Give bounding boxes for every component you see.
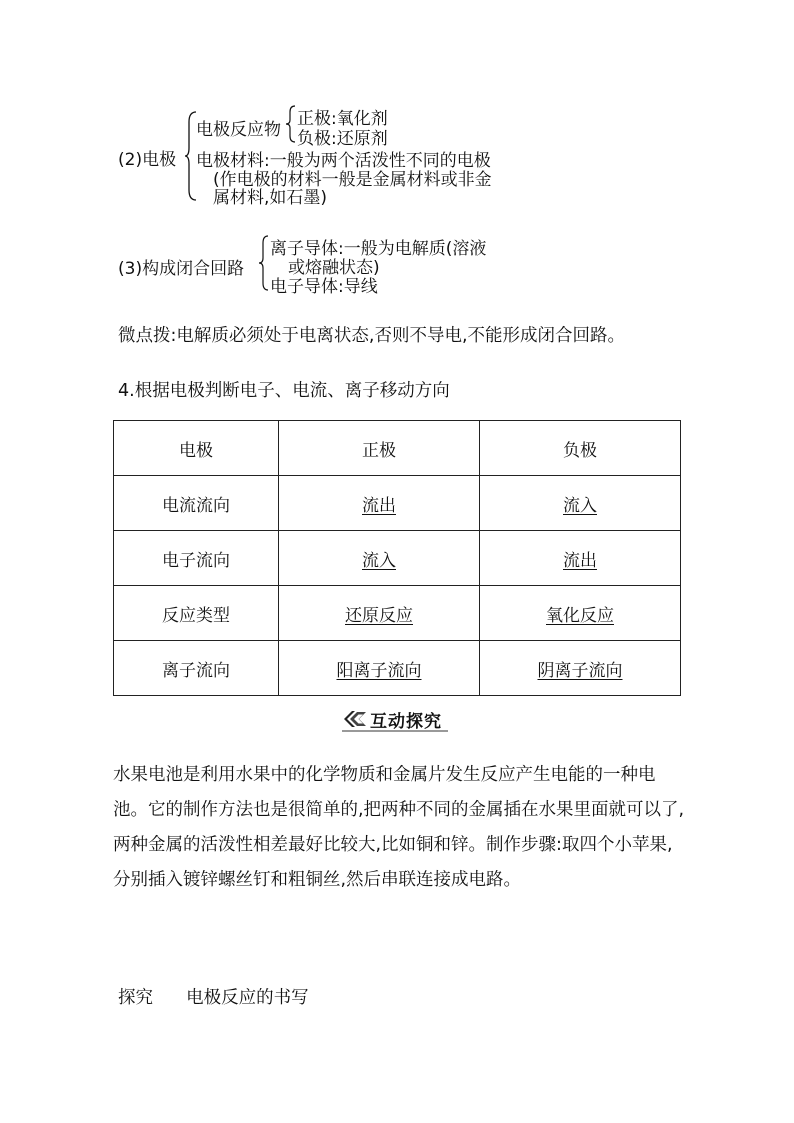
negative-value: 流出 — [563, 550, 597, 571]
tip-text: 微点拨:电解质必须处于电离状态,否则不导电,不能形成闭合回路。 — [118, 326, 626, 346]
direction-table — [113, 420, 681, 696]
banner-underline — [342, 729, 448, 733]
section3-brace — [258, 234, 270, 292]
table-row — [114, 586, 681, 641]
negative-value: 阴离子流向 — [537, 660, 623, 681]
table-header-cell: 负极 — [480, 421, 681, 476]
row-label: 反应类型 — [114, 586, 279, 641]
section4-heading: 4.根据电极判断电子、电流、离子移动方向 — [118, 381, 450, 401]
positive-cell — [279, 476, 480, 531]
interactive-explore-banner — [342, 707, 447, 731]
negative-cell — [480, 641, 681, 696]
negative-cell — [480, 476, 681, 531]
negative-cell — [480, 531, 681, 586]
banner-title: 互动探究 — [370, 711, 442, 732]
explore-title: 电极反应的书写 — [186, 988, 309, 1008]
positive-value: 流入 — [362, 550, 396, 571]
electrode-material-line2: (作电极的材料一般是金属材料或非金 — [213, 170, 492, 190]
negative-cell — [480, 586, 681, 641]
negative-reductant: 负极:还原剂 — [297, 129, 388, 149]
positive-cell — [279, 641, 480, 696]
positive-oxidant: 正极:氧化剂 — [297, 109, 388, 129]
positive-value: 流出 — [362, 495, 396, 516]
row-label: 离子流向 — [114, 641, 279, 696]
table-header-row — [114, 421, 681, 476]
positive-cell — [279, 531, 480, 586]
explore-label: 探究 — [118, 988, 153, 1008]
electrode-reactant-label: 电极反应物 — [196, 120, 281, 140]
diamond-arrow-icon — [342, 708, 368, 730]
fruit-battery-paragraph: 水果电池是利用水果中的化学物质和金属片发生反应产生电能的一种电池。它的制作方法也是很简单的,把两种不同的金属插在水果里面就可以了,两种金属的活泼性相差最好比较大,比如铜和锌。制作步骤:取四个小苹果,分别插入镀锌螺丝钉和粗铜丝,然后串联连接成电路。 — [113, 765, 685, 890]
table-header-cell: 电极 — [114, 421, 279, 476]
table-header-cell: 正极 — [279, 421, 480, 476]
table-row — [114, 531, 681, 586]
positive-cell — [279, 586, 480, 641]
positive-value: 还原反应 — [345, 605, 413, 626]
ion-conductor-line2: 或熔融状态) — [288, 258, 380, 278]
row-label: 电流流向 — [114, 476, 279, 531]
electrode-material-line3: 属材料,如石墨) — [213, 188, 328, 208]
section3-label: (3)构成闭合回路 — [118, 259, 245, 279]
reactant-brace — [285, 104, 297, 144]
row-label: 电子流向 — [114, 531, 279, 586]
negative-value: 氧化反应 — [546, 605, 614, 626]
table-row — [114, 641, 681, 696]
table-row — [114, 476, 681, 531]
electron-conductor: 电子导体:导线 — [270, 277, 378, 297]
explore-heading — [118, 984, 309, 1009]
electrode-material-line1: 电极材料:一般为两个活泼性不同的电极 — [196, 151, 491, 171]
ion-conductor-line1: 离子导体:一般为电解质(溶液 — [270, 239, 487, 259]
negative-value: 流入 — [563, 495, 597, 516]
section2-label: (2)电极 — [118, 150, 177, 170]
positive-value: 阳离子流向 — [336, 660, 422, 681]
